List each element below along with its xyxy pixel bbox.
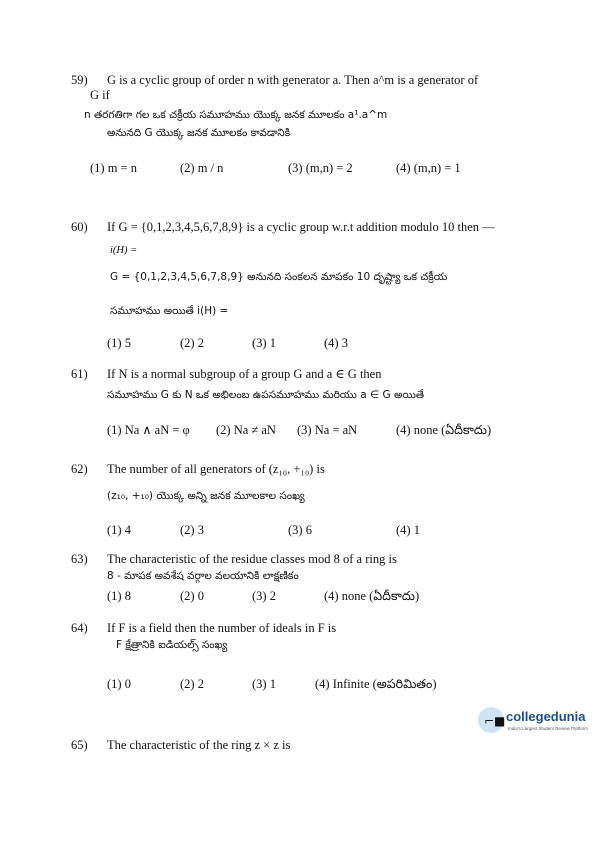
question-number: 63) xyxy=(71,552,88,566)
question-number: 61) xyxy=(71,367,88,381)
option-4: (4) none (ఏదీకాదు) xyxy=(324,589,420,603)
telugu-text: సమూహము G కు N ఒక అభిలంబ ఉపసమూహము మరియు a ∈ G అయితే xyxy=(107,389,425,401)
question-text: If G = {0,1,2,3,4,5,6,7,8,9} is a cyclic group w.r.t addition modulo 10 then — xyxy=(107,220,495,234)
question-text: G is a cyclic group of order n with generator a. Then a^m is a generator of xyxy=(107,73,479,87)
question-text: The number of all generators of (z₁₀, +₁₀) is xyxy=(107,462,325,476)
question-number: 65) xyxy=(71,738,88,752)
collegedunia-logo xyxy=(478,705,588,739)
option-4: (4) Infinite (అపరిమితం) xyxy=(315,677,437,691)
telugu-text: n తరగతిగా గల ఒక చక్రీయ సమూహము యొక్క జనక మూలకం a¹.a^m xyxy=(84,109,388,121)
option-3: (3) 1 xyxy=(252,677,276,691)
telugu-text: F క్షేత్రానికి ఐడియల్స్ సంఖ్య xyxy=(116,639,228,651)
logo-tagline: India's Largest Student Review Platform xyxy=(508,726,588,731)
option-2: (2) 3 xyxy=(180,523,204,537)
option-2: (2) Na ≠ aN xyxy=(216,423,276,437)
telugu-text: 8 - మాపక అవశేష వర్గాల వలయానికి లాక్షణికం xyxy=(107,570,299,582)
option-4: (4) none (ఏదీకాదు) xyxy=(396,423,492,437)
option-2: (2) m / n xyxy=(180,161,224,175)
question-text: If F is a field then the number of ideals in F is xyxy=(107,621,337,635)
question-number: 60) xyxy=(71,220,88,234)
option-1: (1) 0 xyxy=(107,677,131,691)
option-2: (2) 2 xyxy=(180,336,204,350)
telugu-text: సమూహము అయితే i(H) = xyxy=(110,305,229,317)
glasses-icon: ⌐■ xyxy=(484,714,506,728)
question-number: 64) xyxy=(71,621,88,635)
option-4: (4) (m,n) = 1 xyxy=(396,161,461,175)
option-4: (4) 1 xyxy=(396,523,420,537)
question-text: The characteristic of the ring z × z is xyxy=(107,738,291,752)
option-3: (3) 1 xyxy=(252,336,276,350)
option-1: (1) 8 xyxy=(107,589,131,603)
question-number: 59) xyxy=(71,73,88,87)
question-text: The characteristic of the residue classes mod 8 of a ring is xyxy=(107,552,397,566)
option-3: (3) (m,n) = 2 xyxy=(288,161,353,175)
option-2: (2) 2 xyxy=(180,677,204,691)
question-text-cont: i(H) = xyxy=(110,245,138,256)
option-3: (3) 6 xyxy=(288,523,312,537)
telugu-text: G = {0,1,2,3,4,5,6,7,8,9} అనునది సంకలన మాపకం 10 దృష్ట్యా ఒక చక్రీయ xyxy=(110,271,448,283)
question-number: 62) xyxy=(71,462,88,476)
option-2: (2) 0 xyxy=(180,589,204,603)
option-1: (1) m = n xyxy=(90,161,137,175)
option-3: (3) Na = aN xyxy=(297,423,358,437)
option-4: (4) 3 xyxy=(324,336,348,350)
question-text-cont: G if xyxy=(90,88,110,102)
option-1: (1) 5 xyxy=(107,336,131,350)
option-1: (1) Na ∧ aN = φ xyxy=(107,423,190,437)
telugu-text: అనునది G యొక్క జనక మూలకం కావడానికి xyxy=(107,127,291,139)
question-text: If N is a normal subgroup of a group G and a ∈ G then xyxy=(107,367,382,381)
option-3: (3) 2 xyxy=(252,589,276,603)
option-1: (1) 4 xyxy=(107,523,131,537)
telugu-text: (z₁₀, +₁₀) యొక్క అన్ని జనక మూలకాల సంఖ్య xyxy=(107,490,305,502)
logo-name: collegedunia xyxy=(506,709,586,724)
